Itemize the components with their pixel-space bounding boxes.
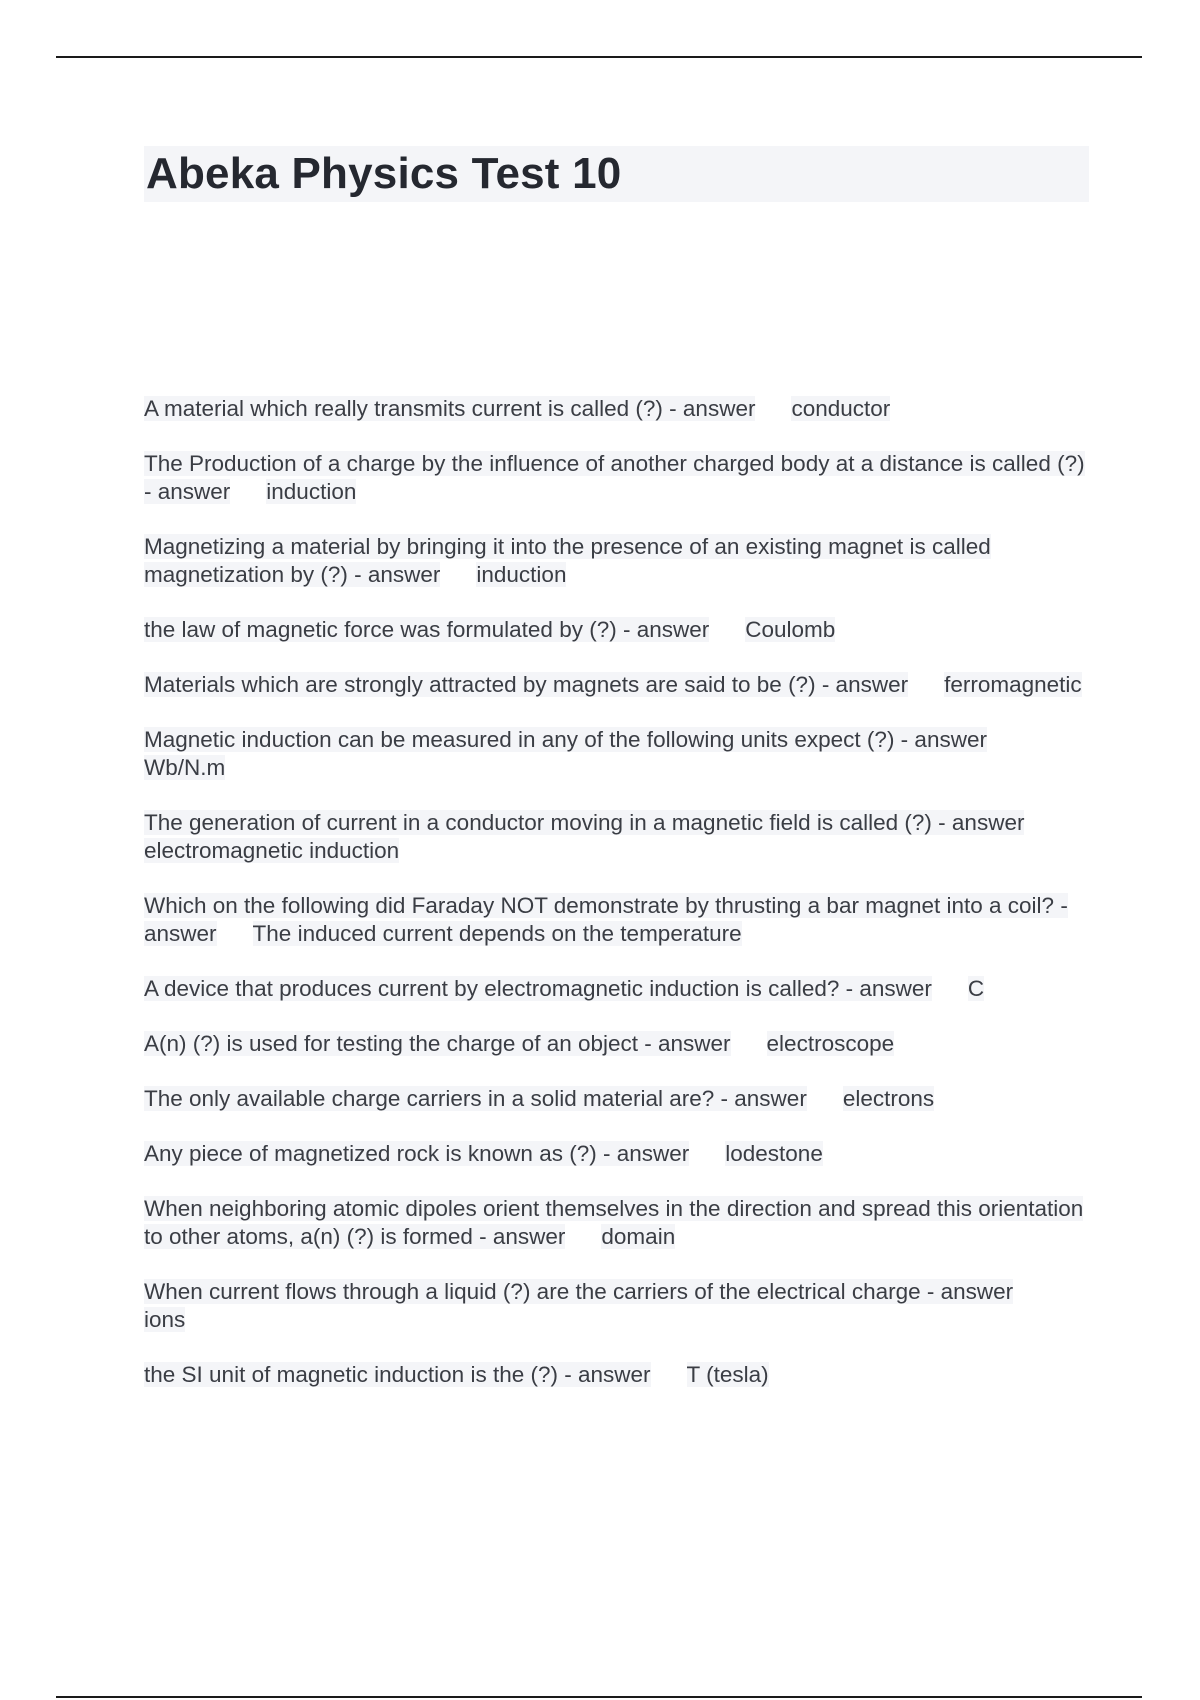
question-text: When neighboring atomic dipoles orient themselves in the direction and spread this orientation to other atoms, a(n) (?) is formed - answer [144,1196,1084,1249]
answer-text: ions [144,1307,186,1332]
answer-text: T (tesla) [686,1362,769,1387]
question-text: When current flows through a liquid (?) are the carriers of the electrical charge - answer [144,1279,1014,1304]
qa-item [144,1361,1089,1389]
question-text: Magnetic induction can be measured in any of the following units expect (?) - answer [144,727,987,752]
answer-text: induction [476,562,567,587]
bottom-divider [56,1696,1142,1698]
document-title: Abeka Physics Test 10 [146,149,622,198]
answer-text: C [967,976,985,1001]
question-text: A(n) (?) is used for testing the charge of an object - answer [144,1031,731,1056]
question-text: The generation of current in a conductor moving in a magnetic field is called (?) - answer [144,810,1025,835]
qa-item [144,671,1089,699]
qa-item [144,1085,1089,1113]
answer-text: ferromagnetic [944,672,1082,697]
question-text: The only available charge carriers in a solid material are? - answer [144,1086,807,1111]
question-text: Any piece of magnetized rock is known as (?) - answer [144,1141,690,1166]
question-text: the law of magnetic force was formulated by (?) - answer [144,617,710,642]
answer-text: induction [266,479,357,504]
question-text: Which on the following did Faraday NOT demonstrate by thrusting a bar magnet into a coil? - answer [144,893,1068,946]
answer-text: Wb/N.m [144,755,226,780]
top-divider [56,56,1142,58]
qa-list [144,395,1089,1416]
qa-item [144,1195,1089,1251]
question-text: Magnetizing a material by bringing it into the presence of an existing magnet is called magnetization by (?) - answer [144,534,991,587]
answer-text: conductor [791,396,891,421]
question-text: Materials which are strongly attracted by magnets are said to be (?) - answer [144,672,909,697]
qa-item [144,1278,1089,1334]
answer-text: lodestone [725,1141,823,1166]
qa-item [144,616,1089,644]
answer-text: electroscope [766,1031,895,1056]
question-text: the SI unit of magnetic induction is the (?) - answer [144,1362,651,1387]
qa-item [144,533,1089,589]
qa-item [144,726,1089,782]
qa-item [144,975,1089,1003]
qa-item [144,1030,1089,1058]
qa-item [144,809,1089,865]
answer-text: domain [601,1224,676,1249]
qa-item [144,450,1089,506]
answer-text: Coulomb [745,617,836,642]
answer-text: The induced current depends on the temperature [252,921,742,946]
question-text: The Production of a charge by the influence of another charged body at a distance is called (?) - answer [144,451,1085,504]
qa-item [144,395,1089,423]
answer-text: electromagnetic induction [144,838,400,863]
qa-item [144,1140,1089,1168]
question-text: A device that produces current by electromagnetic induction is called? - answer [144,976,932,1001]
answer-text: electrons [842,1086,935,1111]
title-block [144,146,1089,202]
qa-item [144,892,1089,948]
question-text: A material which really transmits current is called (?) - answer [144,396,756,421]
